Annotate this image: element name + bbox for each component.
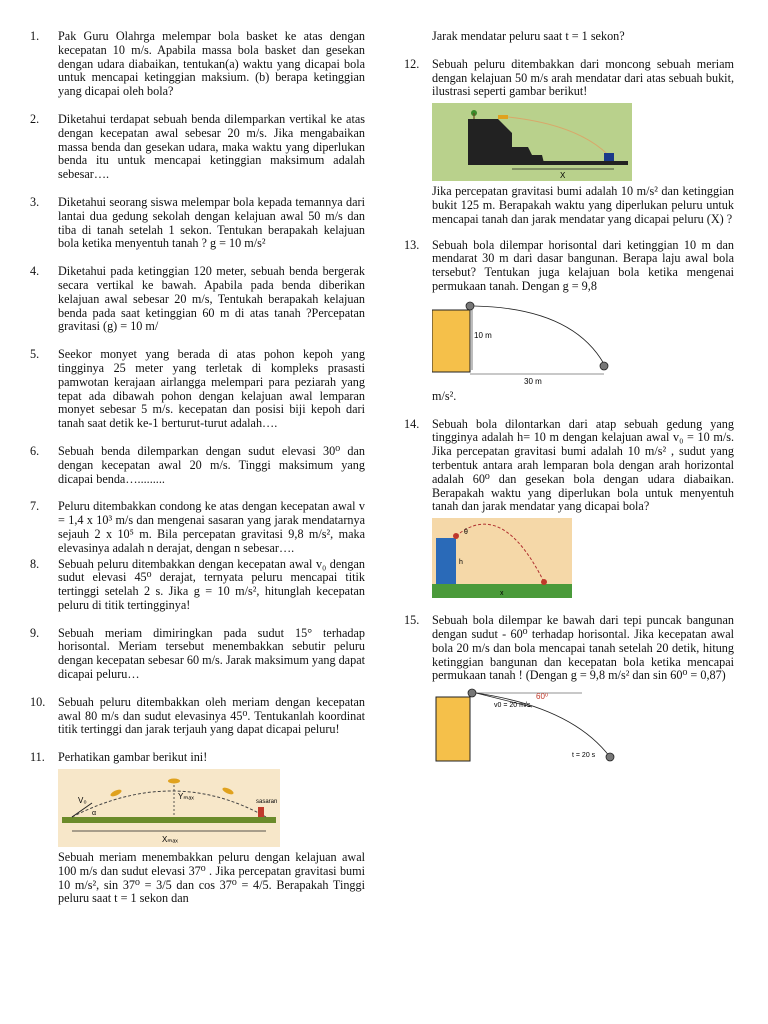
question-text: Sebuah benda dilemparkan dengan sudut elevasi 30⁰ dan dengan kecepatan awal 20 m/s. Tinggi maksimum yang dicapai benda…......... <box>58 443 365 486</box>
question-text: Diketahui seorang siswa melempar bola kepada temannya dari lantai dua gedung sekolah dengan kelajuan awal 50 m/s dan tiba di tanah setelah 1 sekon. Tentukan berapakah kelajuan bola ketika menyentuh tanah ? g = 10 m/s² <box>58 194 365 251</box>
time-label: t = 20 s <box>572 752 596 760</box>
question-11: 11. Perhatikan gambar berikut ini! V₀ α Yₘₐₓ sasaran Xₘₐₓ Sebuah meriam menembakkan peluru dengan kelajuan awal 100 m/s dan sudut elevasi 37⁰ . Jika percepatan gravitasi bumi 10 m/s², sin 37⁰ = 3/5 dan cos 37⁰ = 4/5. Berapakah Tinggi peluru saat t = 1 sekon dan <box>30 750 365 906</box>
angle-label: 60⁰ <box>536 692 549 702</box>
ball-end <box>606 753 614 761</box>
question-2: 2. Diketahui terdapat sebuah benda dilemparkan vertikal ke atas dengan kecepatan awal sebesar 20 m/s. Jika mengabaikan massa benda dan gesekan udara, maka waktu yang diperlukan benda itu untuk mencapai ketinggian maksimum adalah sebesar…. <box>30 111 365 182</box>
v0-label: V₀ <box>78 796 87 806</box>
xmax-label: Xₘₐₓ <box>162 835 178 845</box>
question-3: 3. Diketahui seorang siswa melempar bola kepada temannya dari lantai dua gedung sekolah dengan kelajuan awal 50 m/s dan tiba di tanah setelah 1 sekon. Tentukan berapakah kelajuan bola ketika menyentuh tanah ? g = 10 m/s² <box>30 194 365 251</box>
height-label: 10 m <box>474 330 492 340</box>
x-label: X <box>560 171 566 181</box>
ball-end <box>600 362 608 370</box>
question-1: 1. Pak Guru Olahrga melempar bola basket ke atas dengan kecepatan 10 m/s. Apabila massa bola basket dan gesekan dengan udara diabaikan, tentukan(a) waktu yang dicapai bola untuk mencapai ketinggian maksium. (b) berapa ketinggian yang dicapai oleh bola? <box>30 29 365 99</box>
ball-start <box>468 689 476 697</box>
theta-label: θ <box>464 529 468 537</box>
ymax-label: Yₘₐₓ <box>178 792 194 802</box>
question-text: Pak Guru Olahrga melempar bola basket ke atas dengan kecepatan 10 m/s. Apabila massa bola basket dan gesekan dengan udara diabaikan, tentukan(a) waktu yang dicapai bola untuk mencapai ketinggian maksium. (b) berapa ketinggian yang dicapai oleh bola? <box>58 29 365 99</box>
question-14: 14. Sebuah bola dilontarkan dari atap sebuah gedung yang tingginya adalah h= 10 m dengan kelajuan awal v₀ = 10 m/s. Jika percepatan gravitasi bumi adalah 10 m/s² , sudut yang terbentuk antara arah lemparan bola dengan arah horizontal adalah 60⁰ dan gesekan bola dengan udara diabaikan. Berapakah waktu yang diperlukan bola untuk menyentuh tanah dan jarak mendatar yang dicapai bola? θ h x <box>404 416 734 598</box>
question-text: m/s². <box>432 388 457 403</box>
target-box <box>258 807 264 817</box>
question-12: 12. Sebuah peluru ditembakkan dari moncong sebuah meriam dengan kelajuan 50 m/s arah mendatar dari atas sebuah bukit, ilustrasi seperti gambar berikut! X Jika percepatan gravitasi bumi adalah 10 m/s² dan ketinggian bukit 125 m. Berapakah waktu yang diperlukan peluru untuk mencapai tanah dan jarak mendatar yang dicapai peluru (X) ? <box>404 56 734 226</box>
question-text: Diketahui pada ketinggian 120 meter, sebuah benda bergerak secara vertikal ke bawah. Apabila pada benda diberikan kelajuan awal sebesar 20 m/s, Tentukah berapakah kelajuan benda pada saat ketinggian 60 m di atas tanah ?Percepatan gravitasi (g) = 10 m/ <box>58 264 365 334</box>
alpha-label: α <box>92 810 97 818</box>
question-text: Sebuah peluru ditembakkan oleh meriam dengan kecepatan awal 80 m/s dan sudut elevasinya 45⁰. Tentukanlah koordinat titik tertinggi dan jarak terjauh yang dapat dicapai peluru! <box>58 694 365 737</box>
distance-label: 30 m <box>524 376 542 386</box>
building <box>432 310 470 372</box>
left-column <box>30 30 365 906</box>
building <box>436 697 470 761</box>
target-box <box>604 153 614 161</box>
question-4: 4. Diketahui pada ketinggian 120 meter, sebuah benda bergerak secara vertikal ke bawah. Apabila pada benda diberikan kelajuan awal sebesar 20 m/s, Tentukah berapakah kelajuan benda pada saat ketinggian 60 m di atas tanah ?Percepatan gravitasi (g) = 10 m/ <box>30 264 365 334</box>
question-text: Sebuah peluru ditembakkan dari moncong sebuah meriam dengan kelajuan 50 m/s arah mendatar dari atas sebuah bukit, ilustrasi seperti gambar berikut! <box>432 56 734 99</box>
question-6: 6. Sebuah benda dilemparkan dengan sudut elevasi 30⁰ dan dengan kecepatan awal 20 m/s. Tinggi maksimum yang dicapai benda…......... <box>30 443 365 486</box>
projectile <box>168 779 180 784</box>
question-7: 7. Peluru ditembakkan condong ke atas dengan kecepatan awal v = 1,4 x 10³ m/s dan mengenai sasaran yang jarak mendatarnya sejauh 2 x 10⁵ m. Bila percepatan gravitasi 9,8 m/s², maka elevasinya adalah n derajat, dengan n sebesar…. <box>30 499 365 555</box>
question-8: 8. Sebuah peluru ditembakkan dengan kecepatan awal v₀ dengan sudut elevasi 45⁰ derajat, ternyata peluru mencapai titik tertinggi setelah 2 s. Jika g = 10 m/s², hitunglah kecepatan peluru di titik tertingginya! <box>30 556 365 612</box>
h-label: h <box>459 559 463 567</box>
ball-end <box>541 579 547 585</box>
question-5: 5. Seekor monyet yang berada di atas pohon kepoh yang tingginya 25 meter yang terletak di kompleks prasasti pamwotan kerajaan airlangga melempari para peziarah yang tepat ada dibawah pohon dengan kelajuan awal lemparan monyet sebesar 5 m/s. kecepatan dan posisi biji kepoh dari tanah saat detik ke-1 berturut-turut adalah…. <box>30 347 365 431</box>
ground-line <box>468 161 628 165</box>
ball-start <box>466 302 474 310</box>
question-text: Diketahui terdapat sebuah benda dilemparkan vertikal ke atas dengan kecepatan awal sebesar 20 m/s. Jika mengabaikan massa benda dan gesekan udara, maka waktu yang diperlukan benda itu untuk mencapai ketinggian maksimum adalah sebesar…. <box>58 111 365 182</box>
projectile-range-figure <box>58 769 280 847</box>
horizontal-throw-figure <box>432 298 617 386</box>
question-text: Sebuah bola dilontarkan dari atap sebuah gedung yang tingginya adalah h= 10 m dengan kelajuan awal v₀ = 10 m/s. Jika percepatan gravitasi bumi adalah 10 m/s² , sudut yang terbentuk antara arah lemparan bola dengan arah horizontal adalah 60⁰ dan gesekan bola dengan udara diabaikan. Berapakah waktu yang diperlukan bola untuk menyentuh tanah dan jarak mendatar yang dicapai bola? <box>432 416 734 514</box>
question-text: Jarak mendatar peluru saat t = 1 sekon? <box>432 29 625 43</box>
right-column <box>404 30 734 767</box>
building-throw-figure <box>432 518 572 598</box>
ground-strip <box>62 817 276 823</box>
question-text: Seekor monyet yang berada di atas pohon kepoh yang tingginya 25 meter yang terletak di kompleks prasasti pamwotan kerajaan airlangga melempari para peziarah yang tepat ada dibawah pohon dengan kelajuan awal lemparan monyet sebesar 5 m/s. kecepatan dan posisi biji kepoh dari tanah saat detik ke-1 berturut-turut adalah…. <box>58 347 365 431</box>
downward-throw-figure <box>432 687 617 763</box>
question-text: Sebuah peluru ditembakkan dengan kecepatan awal v₀ dengan sudut elevasi 45⁰ derajat, ternyata peluru mencapai titik tertinggi setelah 2 s. Jika g = 10 m/s², hitunglah kecepatan peluru di titik tertingginya! <box>58 556 365 612</box>
hill-cannon-figure <box>432 103 632 181</box>
target-label: sasaran <box>256 799 278 806</box>
question-text: Perhatikan gambar berikut ini! <box>58 750 208 765</box>
question-text: Jika percepatan gravitasi bumi adalah 10 m/s² dan ketinggian bukit 125 m. Berapakah waktu yang diperlukan peluru untuk mencapai tanah dan jarak mendatar yang dicapai peluru (X) ? <box>432 184 734 226</box>
question-text: Sebuah bola dilempar horisontal dari ketinggian 10 m dan mendarat 30 m dari dasar bangunan. Berapa laju awal bola tersebut? Tentukan juga kelajuan bola ketika mengenai permukaan tanah. Dengan g = 9,8 <box>432 237 734 293</box>
x-label: x <box>500 590 504 598</box>
question-15: 15. Sebuah bola dilempar ke bawah dari tepi puncak bangunan dengan sudut - 60⁰ terhadap horisontal. Jika kecepatan awal bola 20 m/s dan bola mencapai tanah setelah 20 detik, hitung ketinggian bangunan dan kecepatan bola ketika mencapai permukaan tanah ! (Dengan g = 9,8 m/s² dan sin 60⁰ = 0,87) 60⁰ v0 = 20 m/s t = 20 s <box>404 614 734 767</box>
cannon-icon <box>498 115 508 119</box>
question-text: Sebuah bola dilempar ke bawah dari tepi puncak bangunan dengan sudut - 60⁰ terhadap horisontal. Jika kecepatan awal bola 20 m/s dan bola mencapai tanah setelah 20 detik, hitung ketinggian bangunan dan kecepatan bola ketika mencapai permukaan tanah ! (Dengan g = 9,8 m/s² dan sin 60⁰ = 0,87) <box>432 613 734 683</box>
question-11-continued <box>404 30 734 44</box>
question-text: Peluru ditembakkan condong ke atas dengan kecepatan awal v = 1,4 x 10³ m/s dan mengenai sasaran yang jarak mendatarnya sejauh 2 x 10⁵ m. Bila percepatan gravitasi 9,8 m/s², maka elevasinya adalah n derajat, dengan n sebesar…. <box>58 499 365 555</box>
question-13: 13. Sebuah bola dilempar horisontal dari ketinggian 10 m dan mendarat 30 m dari dasar bangunan. Berapa laju awal bola tersebut? Tentukan juga kelajuan bola ketika mengenai permukaan tanah. Dengan g = 9,8 10 m 30 m m/s². <box>404 237 734 403</box>
trajectory-path <box>474 306 604 364</box>
question-10: 10. Sebuah peluru ditembakkan oleh meriam dengan kecepatan awal 80 m/s dan sudut elevasinya 45⁰. Tentukanlah koordinat titik tertinggi dan jarak terjauh yang dapat dicapai peluru! <box>30 694 365 737</box>
building <box>436 538 456 584</box>
question-9: 9. Sebuah meriam dimiringkan pada sudut 15° terhadap horisontal. Meriam tersebut menembakkan sebutir peluru dengan kecepatan sebesar 60 m/s. Jarak maksimum yang dapat dicapai peluru… <box>30 625 365 682</box>
question-text: Sebuah meriam menembakkan peluru dengan kelajuan awal 100 m/s dan sudut elevasi 37⁰ . Jika percepatan gravitasi bumi 10 m/s², sin 37⁰ = 3/5 dan cos 37⁰ = 4/5. Berapakah Tinggi peluru saat t = 1 sekon dan <box>58 850 365 906</box>
question-text: Sebuah meriam dimiringkan pada sudut 15° terhadap horisontal. Meriam tersebut menembakkan sebutir peluru dengan kecepatan sebesar 60 m/s. Jarak maksimum yang dapat dicapai peluru… <box>58 625 365 682</box>
v0-label: v0 = 20 m/s <box>494 702 531 710</box>
